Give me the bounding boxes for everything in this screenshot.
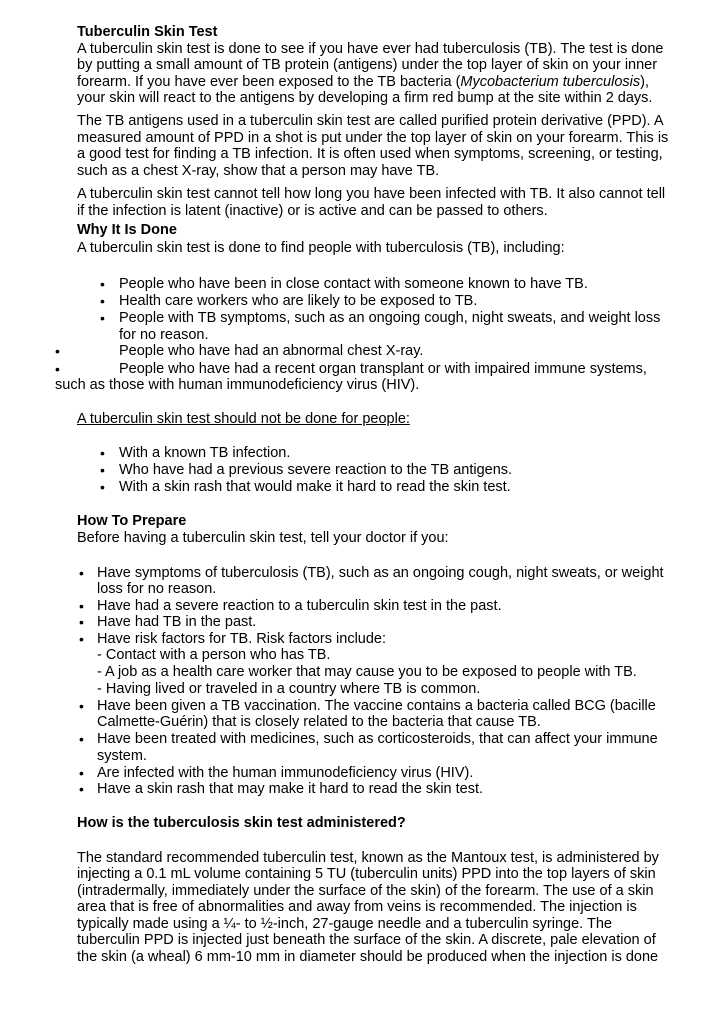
bullet-marker: • xyxy=(79,781,84,797)
list-item: With a skin rash that would make it hard to read the skin test. xyxy=(119,479,511,495)
list-item-continuation: for no reason. xyxy=(119,327,209,343)
bullet-marker: • xyxy=(100,479,105,495)
bullet-marker: • xyxy=(79,614,84,630)
paragraph-line: your skin will react to the antigens by developing a firm red bump at the site within 2 days. xyxy=(77,90,653,106)
paragraph-line: The TB antigens used in a tuberculin skin test are called purified protein derivative (PPD). A xyxy=(77,113,664,129)
paragraph-text: ), xyxy=(640,74,649,90)
list-item-subpoint: - Having lived or traveled in a country where TB is common. xyxy=(97,681,481,697)
list-item-continuation: system. xyxy=(97,748,147,764)
bullet-marker: • xyxy=(100,462,105,478)
list-item-continuation: such as those with human immunodeficiency virus (HIV). xyxy=(55,377,420,393)
paragraph-line: typically made using a ¼- to ½-inch, 27-gauge needle and a tuberculin syringe. The xyxy=(77,916,612,932)
bullet-marker: • xyxy=(100,445,105,461)
bullet-marker: • xyxy=(79,598,84,614)
paragraph-line: measured amount of PPD in a shot is put under the top layer of skin on your forearm. This is xyxy=(77,130,669,146)
section-heading-why-it-is-done: Why It Is Done xyxy=(77,222,177,238)
paragraph-line: A tuberculin skin test is done to see if you have ever had tuberculosis (TB). The test is done xyxy=(77,41,664,57)
bullet-marker: • xyxy=(100,276,105,292)
paragraph-line: the skin (a wheal) 6 mm-10 mm in diameter should be produced when the injection is done xyxy=(77,949,659,965)
bullet-marker: • xyxy=(79,631,84,647)
list-item: People who have had a recent organ transplant or with impaired immune systems, xyxy=(119,361,647,377)
paragraph-line: such as a chest X-ray, show that a person may have TB. xyxy=(77,163,440,179)
bullet-marker: • xyxy=(100,293,105,309)
bullet-marker: • xyxy=(79,698,84,714)
species-name: Mycobacterium tuberculosis xyxy=(460,74,641,90)
section-heading-how-to-prepare: How To Prepare xyxy=(77,513,187,529)
list-item: People with TB symptoms, such as an ongoing cough, night sweats, and weight loss xyxy=(119,310,661,326)
paragraph-line xyxy=(77,74,649,91)
list-item-subpoint: - Contact with a person who has TB. xyxy=(97,647,331,663)
list-item: People who have been in close contact with someone known to have TB. xyxy=(119,276,588,292)
bullet-marker: • xyxy=(79,765,84,781)
list-item: Have risk factors for TB. Risk factors include: xyxy=(97,631,387,647)
paragraph-line: a good test for finding a TB infection. It is often used when symptoms, screening, or testing, xyxy=(77,146,663,162)
bullet-marker: • xyxy=(79,731,84,747)
list-item: People who have had an abnormal chest X-ray. xyxy=(119,343,424,359)
list-item: Have been given a TB vaccination. The vaccine contains a bacteria called BCG (bacille xyxy=(97,698,656,714)
list-item-continuation: loss for no reason. xyxy=(97,581,217,597)
paragraph-line: (intradermally, immediately under the surface of the skin) of the forearm. The use of a skin xyxy=(77,883,654,899)
section-heading-administration: How is the tuberculosis skin test administered? xyxy=(77,815,406,831)
list-item: Are infected with the human immunodeficiency virus (HIV). xyxy=(97,765,474,781)
bullet-marker: • xyxy=(79,565,84,581)
paragraph-line: area that is free of abnormalities and away from veins is recommended. The injection is xyxy=(77,899,637,915)
list-item-continuation: Calmette-Guérin) that is closely related to the bacteria that cause TB. xyxy=(97,714,541,730)
list-item: Who have had a previous severe reaction to the TB antigens. xyxy=(119,462,513,478)
paragraph-text: forearm. If you have ever been exposed to the TB bacteria ( xyxy=(77,74,461,90)
paragraph-line: injecting a 0.1 mL volume containing 5 TU (tuberculin units) PPD into the top layers of skin xyxy=(77,866,656,882)
list-item-subpoint: - A job as a health care worker that may cause you to be exposed to people with TB. xyxy=(97,664,637,680)
list-item: Have been treated with medicines, such as corticosteroids, that can affect your immune xyxy=(97,731,658,747)
bullet-marker: • xyxy=(55,361,60,377)
paragraph-line: A tuberculin skin test cannot tell how long you have been infected with TB. It also cannot tell xyxy=(77,186,666,202)
bullet-marker: • xyxy=(100,310,105,326)
list-item: With a known TB infection. xyxy=(119,445,291,461)
paragraph-line: if the infection is latent (inactive) or is active and can be passed to others. xyxy=(77,203,548,219)
bullet-marker: • xyxy=(55,343,60,359)
paragraph-line: A tuberculin skin test is done to find people with tuberculosis (TB), including: xyxy=(77,240,565,256)
paragraph-line: The standard recommended tuberculin test, known as the Mantoux test, is administered by xyxy=(77,850,659,866)
list-item: Health care workers who are likely to be exposed to TB. xyxy=(119,293,478,309)
paragraph-line: by putting a small amount of TB protein (antigens) under the top layer of skin on your inner xyxy=(77,57,658,73)
section-heading-tuberculin-skin-test: Tuberculin Skin Test xyxy=(77,24,218,40)
list-item: Have symptoms of tuberculosis (TB), such as an ongoing cough, night sweats, or weight xyxy=(97,565,664,581)
list-item: Have a skin rash that may make it hard to read the skin test. xyxy=(97,781,484,797)
subheading-not-done: A tuberculin skin test should not be done for people: xyxy=(77,411,410,427)
list-item: Have had TB in the past. xyxy=(97,614,257,630)
paragraph-line: Before having a tuberculin skin test, tell your doctor if you: xyxy=(77,530,449,546)
paragraph-line: tuberculin PPD is injected just beneath the surface of the skin. A discrete, pale elevation of xyxy=(77,932,656,948)
list-item: Have had a severe reaction to a tuberculin skin test in the past. xyxy=(97,598,502,614)
